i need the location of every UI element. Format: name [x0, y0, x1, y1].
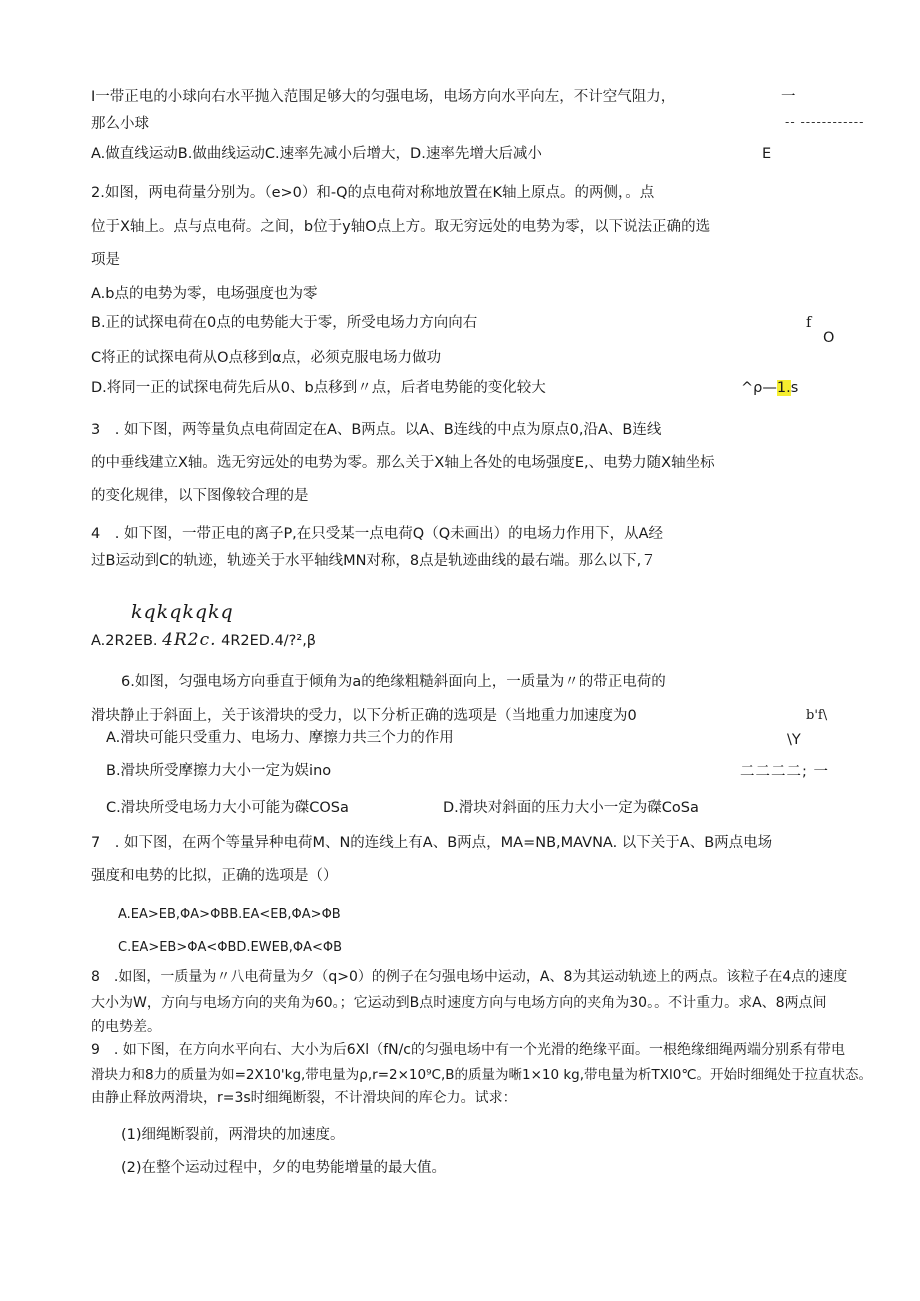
- q9-subquestion-1: (1)细绳断裂前，两滑块的加速度。: [121, 1127, 345, 1143]
- q2-figure-axis-pre: ^ρ—: [741, 380, 777, 396]
- q9-line2: 滑块力和8力的质量为如=2X10'kg,带电量为ρ,r=2×10⁹C,B的质量为晰1×10 kg,带电量为析TXl0℃。开始时细绳处于拉直状态。: [91, 1067, 873, 1083]
- q7-options-ab: A.EA>EB,ΦA>ΦBB.EA<EB,ΦA>ΦB: [118, 907, 341, 922]
- q2-figure-label-f: f: [806, 315, 812, 331]
- q2-line2: 位于X轴上。点与点电荷。之间，b位于y轴O点上方。取无穷远处的电势为零，以下说法正确的选: [91, 219, 711, 235]
- q6-option-d: D.滑块对斜面的压力大小一定为磔CoSa: [443, 800, 699, 816]
- q2-line3: 项是: [91, 252, 120, 268]
- q9-subquestion-2: (2)在整个运动过程中，夕的电势能增量的最大值。: [121, 1160, 447, 1176]
- q8-line1: 8 .如图，一质量为〃八电荷量为夕（q>0）的例子在匀强电场中运动，A、8为其运动轨迹上的两点。该粒子在4点的速度: [91, 969, 848, 985]
- q2-option-b: B.正的试探电荷在0点的电势能大于零，所受电场力方向向右: [91, 315, 478, 331]
- q2-figure-axis-post: s: [790, 380, 799, 396]
- q6-figure-label-y: \Y: [787, 732, 801, 748]
- q7-options-cd: C.EA>EB>ΦA<ΦBD.EWEB,ΦA<ΦB: [118, 940, 343, 955]
- q1-figure-mark: 一: [781, 89, 796, 105]
- q3-line3: 的变化规律，以下图像较合理的是: [91, 488, 309, 504]
- q9-line1: 9 . 如下图，在方向水平向右、大小为后6Xl（fN/c的匀强电场中有一个光滑的绝缘平面。一根绝缘细绳两端分别系有带电: [91, 1042, 846, 1058]
- q2-option-d: D.将同一正的试探电荷先后从0、b点移到〃点，后者电势能的变化较大: [91, 380, 546, 396]
- q4-formula-a: A.2R2EB.: [91, 633, 158, 649]
- q4-formula-b: 4R2c.: [162, 630, 217, 650]
- q4-formula-numerators: kqkqkqkq: [131, 601, 234, 623]
- q1-figure-dashes: -- ------------: [785, 115, 865, 129]
- q1-figure-label-e: E: [762, 146, 772, 162]
- q6-figure-label-b: b'f\: [806, 708, 828, 723]
- q1-line1: I一带正电的小球向右水平抛入范围足够大的匀强电场，电场方向水平向左，不计空气阻力，: [91, 89, 676, 105]
- q4-formula-c: 4R2ED.4/?²,β: [221, 633, 317, 649]
- q2-line1: 2.如图，两电荷量分别为。（e>0）和-Q的点电荷对称地放置在K轴上原点。的两侧，。点: [91, 185, 655, 201]
- q7-line2: 强度和电势的比拟，正确的选项是（）: [91, 868, 338, 884]
- q2-figure-axis-highlight: 1.: [776, 380, 791, 396]
- q2-figure-axis: [741, 378, 798, 398]
- q1-options: A.做直线运动B.做曲线运动C.速率先减小后增大，D.速率先增大后减小: [91, 146, 542, 162]
- q4-formula-options: [91, 630, 316, 651]
- q7-line1: 7 . 如下图，在两个等量异种电荷M、N的连线上有A、B两点，MA=NB,MAVNA. 以下关于A、B两点电场: [91, 835, 773, 851]
- q4-line2: 过B运动到C的轨迹，轨迹关于水平轴线MN对称，8点是轨迹曲线的最右端。那么以下,７: [91, 553, 656, 569]
- q9-line3: 由静止释放两滑块，r=3s时细绳断裂，不计滑块间的库仑力。试求：: [91, 1090, 517, 1106]
- q6-line1: 6.如图，匀强电场方向垂直于倾角为a的绝缘粗糙斜面向上，一质量为〃的带正电荷的: [121, 674, 666, 690]
- q4-line1: 4 . 如下图，一带正电的离子P,在只受某一点电荷Q（Q未画出）的电场力作用下，从A经: [91, 526, 664, 542]
- q2-figure-label-o: O: [823, 330, 835, 346]
- q2-option-c: C将正的试探电荷从O点移到α点，必须克服电场力做功: [91, 350, 442, 366]
- q6-option-a: A.滑块可能只受重力、电场力、摩擦力共三个力的作用: [106, 730, 454, 746]
- q3-line1: 3 . 如下图，两等量负点电荷固定在A、B两点。以A、B连线的中点为原点0,沿A、B连线: [91, 422, 662, 438]
- q6-figure-ground: 二二二二; 一: [740, 764, 829, 780]
- q1-line2: 那么小球: [91, 116, 149, 132]
- q8-line2: 大小为W，方向与电场方向的夹角为60。；它运动到B点时速度方向与电场方向的夹角为30。。不计重力。求A、8两点间: [91, 995, 827, 1011]
- q3-line2: 的中垂线建立X轴。选无穷远处的电势为零。那么关于X轴上各处的电场强度E,、电势力随X轴坐标: [91, 455, 715, 471]
- q6-option-b: B.滑块所受摩擦力大小一定为娱ino: [106, 763, 332, 779]
- q6-option-c: C.滑块所受电场力大小可能为磔COSa: [106, 800, 349, 816]
- q2-option-a: A.b点的电势为零，电场强度也为零: [91, 286, 318, 302]
- q6-line2: 滑块静止于斜面上，关于该滑块的受力，以下分析正确的选项是（当地重力加速度为0: [91, 708, 637, 724]
- q8-line3: 的电势差。: [91, 1019, 161, 1035]
